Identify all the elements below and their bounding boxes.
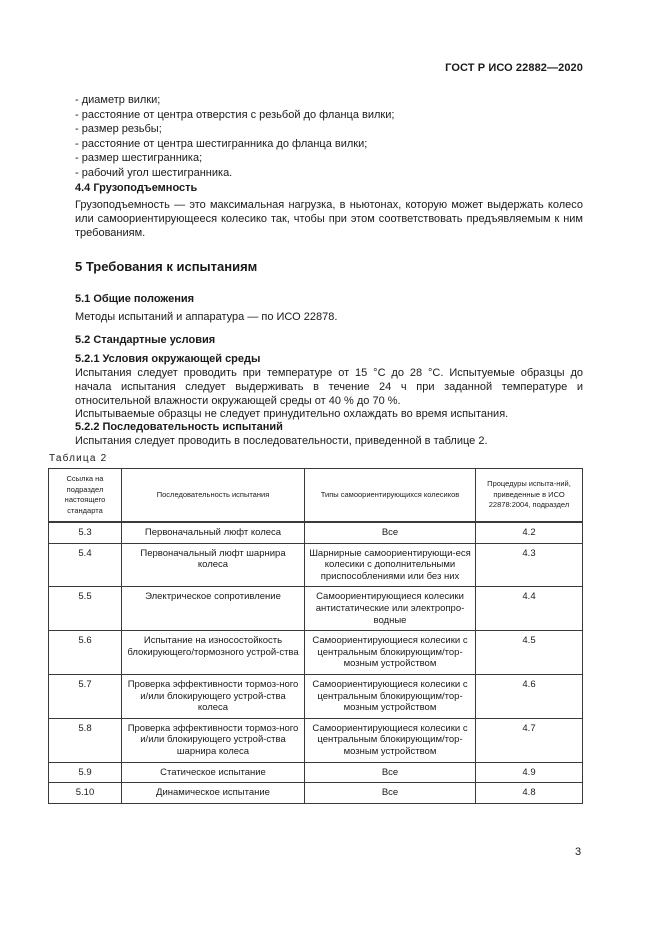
cell-types: Самоориентирующиеся колесики с центральным блокирующим/тор-мозным устройством [305, 631, 476, 675]
table-caption: Таблица 2 [49, 453, 108, 464]
page-number: 3 [575, 846, 582, 858]
header-procedures: Процедуры испыта-ний, приведенные в ИСО 22878:2004, подраздел [476, 469, 583, 523]
cell-types: Все [305, 522, 476, 543]
cell-reference: 5.9 [49, 762, 122, 783]
table-row [49, 783, 583, 804]
cell-procedure: 4.5 [476, 631, 583, 675]
cell-procedure: 4.6 [476, 674, 583, 718]
table-row [49, 522, 583, 543]
section-5-2-2-text: Испытания следует проводить в последовательности, приведенной в таблице 2. [75, 435, 488, 447]
cell-types: Шарнирные самоориентирующи-еся колесики с дополнительными приспособлениями или без них [305, 543, 476, 587]
table-row [49, 762, 583, 783]
section-5-2-1-heading: 5.2.1 Условия окружающей среды [75, 353, 261, 365]
cell-procedure: 4.9 [476, 762, 583, 783]
cell-test: Проверка эффективности тормоз-ного и/или блокирующего устрой-ства шарнира колеса [122, 718, 305, 762]
header-test-sequence: Последовательность испытания [122, 469, 305, 523]
cell-test: Динамическое испытание [122, 783, 305, 804]
list-item: - диаметр вилки; [75, 93, 394, 108]
section-5-2-heading: 5.2 Стандартные условия [75, 334, 216, 346]
section-5-2-1-text: Испытания следует проводить при температуре от 15 °С до 28 °С. Испытуемые образцы до начала испытания следует выдерживать в течение 24 ч при заданной температуре и относительной влажности окружающей среды от 40 % до 70 %. [75, 367, 583, 408]
cell-reference: 5.5 [49, 587, 122, 631]
cell-procedure: 4.3 [476, 543, 583, 587]
list-item: - размер шестигранника; [75, 151, 394, 166]
cell-reference: 5.8 [49, 718, 122, 762]
section-5-1-heading: 5.1 Общие положения [75, 293, 195, 305]
cell-test: Первоначальный люфт шарнира колеса [122, 543, 305, 587]
cell-types: Самоориентирующиеся колесики антистатические или электропро-водные [305, 587, 476, 631]
cell-types: Все [305, 783, 476, 804]
list-item: - размер резьбы; [75, 122, 394, 137]
table-row [49, 587, 583, 631]
cell-reference: 5.3 [49, 522, 122, 543]
cell-test: Первоначальный люфт колеса [122, 522, 305, 543]
cell-procedure: 4.4 [476, 587, 583, 631]
section-5-1-text: Методы испытаний и аппаратура — по ИСО 22878. [75, 311, 338, 323]
cell-types: Самоориентирующиеся колесики с центральным блокирующим/тор-мозным устройством [305, 718, 476, 762]
cell-types: Все [305, 762, 476, 783]
cell-reference: 5.6 [49, 631, 122, 675]
cell-test: Электрическое сопротивление [122, 587, 305, 631]
table-row [49, 674, 583, 718]
header-reference: Ссылка на подраздел настоящего стандарта [49, 469, 122, 523]
document-code-header: ГОСТ Р ИСО 22882—2020 [445, 62, 583, 74]
cell-procedure: 4.7 [476, 718, 583, 762]
section-4-4-body: Грузоподъемность — это максимальная нагрузка, в ньютонах, которую может выдержать колесо или самоориентирующееся колесико так, чтобы при этом соответствовать предъявляемым к ним требованиям. [75, 199, 583, 240]
table-row [49, 631, 583, 675]
section-5-heading: 5 Требования к испытаниям [75, 259, 258, 274]
cell-reference: 5.10 [49, 783, 122, 804]
cell-procedure: 4.2 [476, 522, 583, 543]
cell-types: Самоориентирующиеся колесики с центральным блокирующим/тор-мозным устройством [305, 674, 476, 718]
section-5-2-1-text-2: Испытываемые образцы не следует принудительно охлаждать во время испытания. [75, 408, 509, 420]
list-item: - расстояние от центра отверстия с резьбой до фланца вилки; [75, 108, 394, 123]
section-4-4-text [75, 198, 583, 241]
header-caster-types: Типы самоориентирующихся колесиков [305, 469, 476, 523]
list-item: - расстояние от центра шестигранника до фланца вилки; [75, 137, 394, 152]
list-item: - рабочий угол шестигранника. [75, 166, 394, 181]
test-sequence-table [48, 468, 583, 804]
cell-reference: 5.4 [49, 543, 122, 587]
table-row [49, 543, 583, 587]
dimension-list [75, 93, 394, 180]
cell-reference: 5.7 [49, 674, 122, 718]
table-row [49, 718, 583, 762]
cell-test: Испытание на износостойкость блокирующего/тормозного устрой-ства [122, 631, 305, 675]
section-4-4-heading: 4.4 Грузоподъемность [75, 182, 198, 194]
section-5-2-2-heading: 5.2.2 Последовательность испытаний [75, 421, 283, 433]
cell-test: Статическое испытание [122, 762, 305, 783]
cell-procedure: 4.8 [476, 783, 583, 804]
cell-test: Проверка эффективности тормоз-ного и/или блокирующего устрой-ства колеса [122, 674, 305, 718]
table-header-row [49, 469, 583, 523]
